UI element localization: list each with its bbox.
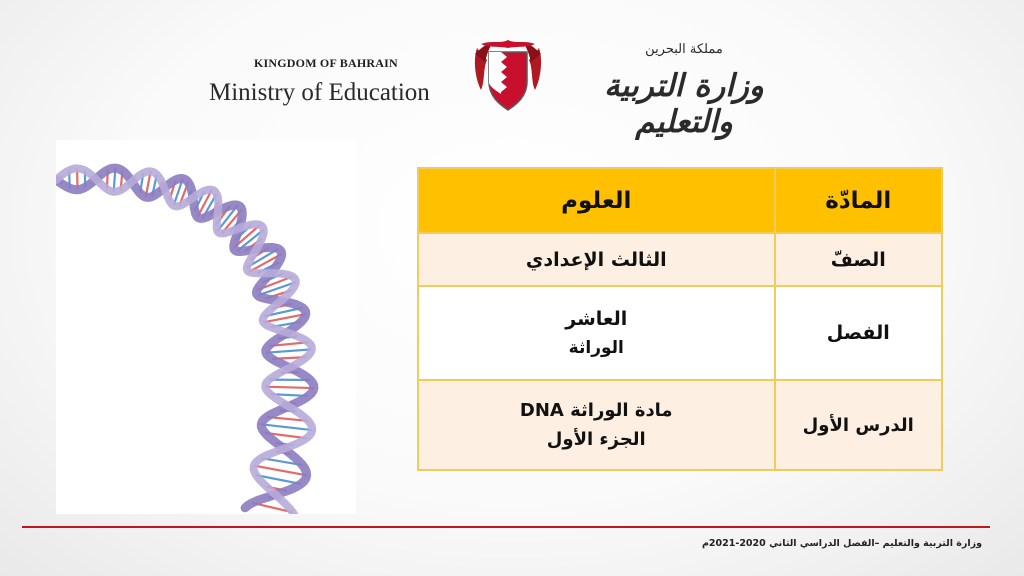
lesson-row	[418, 380, 942, 470]
lesson-label: الدرس الأول	[775, 380, 942, 470]
dna-base-pair	[265, 387, 314, 388]
bahrain-emblem-icon	[471, 38, 545, 114]
ministry-ar-title: وزارة التربية والتعليم	[604, 68, 764, 140]
subject-label: المادّة	[775, 168, 942, 233]
term-label: الفصل	[775, 286, 942, 380]
footer-text: وزارة التربية والتعليم –الفصل الدراسي الثاني 2020-2021م	[701, 538, 982, 549]
dna-helix-icon	[56, 140, 356, 514]
footer-divider	[22, 526, 990, 528]
dna-base-pair	[261, 424, 312, 430]
lesson-subtitle: الجزء الأول	[546, 429, 646, 450]
kingdom-ar-title: مملكة البحرين	[645, 42, 723, 57]
term-value: العاشر	[565, 308, 628, 330]
term-cell	[418, 286, 775, 380]
dna-image	[56, 140, 356, 514]
subject-row	[418, 168, 942, 233]
term-row	[418, 286, 942, 380]
dna-base-pair	[266, 349, 312, 352]
ministry-en-title: Ministry of Education	[209, 79, 430, 106]
grade-value: الثالث الإعدادي	[418, 233, 775, 286]
lesson-cell	[418, 380, 775, 470]
subject-value: العلوم	[418, 168, 775, 233]
grade-label: الصفّ	[775, 233, 942, 286]
lesson-value: مادة الوراثة DNA	[519, 400, 673, 421]
kingdom-en-title: KINGDOM OF BAHRAIN	[254, 56, 398, 70]
term-subtitle: الوراثة	[568, 338, 624, 358]
grade-row	[418, 233, 942, 286]
lesson-info-table	[417, 167, 943, 471]
